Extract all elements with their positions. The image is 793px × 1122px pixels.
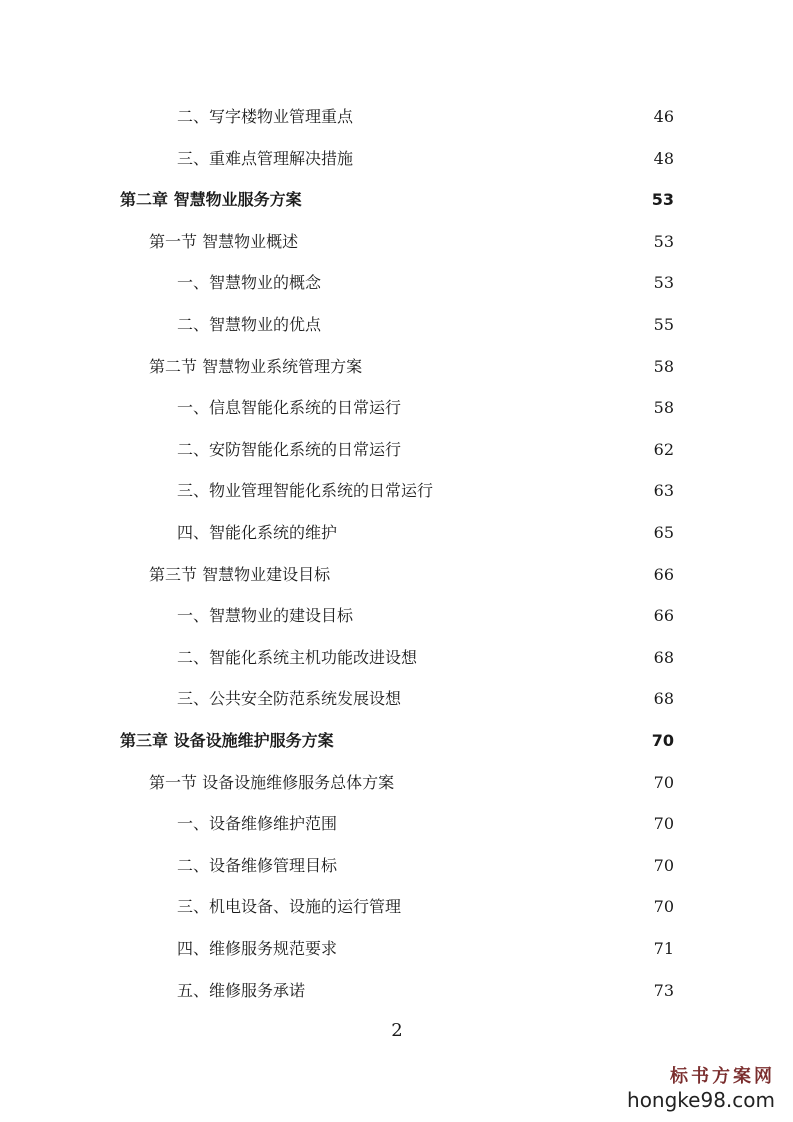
toc-entry-page-number: 68 [653, 647, 674, 667]
toc-entry-title: 四、智能化系统的维护 [177, 523, 338, 542]
toc-dot-leader [302, 227, 646, 257]
toc-entry-page-number: 70 [651, 731, 674, 750]
toc-entry-title: 一、智慧物业的建设目标 [177, 606, 354, 626]
toc-entry-page-number: 63 [653, 481, 674, 501]
toc-entry-item [177, 393, 674, 423]
toc-entry-item [177, 518, 674, 548]
toc-entry-title: 四、维修服务规范要求 [177, 939, 338, 958]
toc-entry-title: 第一节 智慧物业概述 [149, 231, 299, 251]
toc-dot-leader [334, 560, 646, 590]
toc-dot-leader [405, 684, 646, 714]
toc-entry-item [177, 476, 674, 506]
toc-entry-item [177, 310, 674, 340]
toc-entry-chapter [120, 726, 674, 756]
toc-entry-title: 三、重难点管理解决措施 [177, 148, 354, 168]
toc-entry-item [177, 851, 674, 881]
toc-entry-title: 三、公共安全防范系统发展设想 [177, 689, 402, 709]
toc-entry-title: 第二章 智慧物业服务方案 [120, 190, 302, 210]
toc-dot-leader [357, 102, 646, 132]
toc-entry-chapter [120, 185, 674, 215]
toc-dot-leader [341, 809, 646, 839]
toc-entry-title: 五、维修服务承诺 [177, 980, 306, 1000]
site-watermark [627, 1066, 775, 1112]
toc-dot-leader [357, 601, 646, 631]
toc-entry-page-number: 66 [653, 606, 674, 626]
toc-dot-leader [309, 976, 646, 1006]
toc-entry-title: 第三节 智慧物业建设目标 [149, 564, 331, 584]
toc-entry-title: 第一节 设备设施维修服务总体方案 [149, 772, 395, 792]
toc-dot-leader [338, 726, 644, 756]
toc-dot-leader [341, 934, 646, 964]
toc-entry-title: 二、智能化系统主机功能改进设想 [177, 647, 418, 667]
toc-dot-leader [341, 518, 646, 548]
toc-entry-page-number: 66 [653, 564, 674, 584]
toc-entry-page-number: 46 [653, 107, 674, 126]
toc-entry-title: 三、物业管理智能化系统的日常运行 [177, 481, 434, 501]
toc-entry-title: 第二节 智慧物业系统管理方案 [149, 356, 363, 376]
toc-entry-title: 一、智慧物业的概念 [177, 273, 322, 293]
toc-dot-leader [357, 144, 646, 174]
toc-entry-page-number: 70 [653, 897, 674, 917]
toc-entry-title: 二、智慧物业的优点 [177, 315, 322, 334]
toc-entry-section [149, 352, 674, 382]
toc-entry-page-number: 71 [653, 939, 674, 958]
toc-entry-page-number: 70 [653, 772, 674, 792]
toc-entry-title: 二、写字楼物业管理重点 [177, 107, 354, 126]
toc-dot-leader [437, 476, 646, 506]
toc-entry-section [149, 560, 674, 590]
toc-entry-title: 一、信息智能化系统的日常运行 [177, 398, 402, 418]
toc-entry-section [149, 227, 674, 257]
toc-entry-page-number: 70 [653, 814, 674, 834]
toc-dot-leader [405, 435, 646, 465]
toc-entry-title: 二、安防智能化系统的日常运行 [177, 439, 402, 459]
toc-entry-page-number: 53 [651, 190, 674, 210]
toc-dot-leader [398, 768, 646, 798]
toc-entry-title: 一、设备维修维护范围 [177, 814, 338, 834]
toc-dot-leader [421, 643, 646, 673]
toc-dot-leader [325, 268, 646, 298]
watermark-url: hongke98.com [627, 1088, 775, 1112]
toc-entry-section [149, 768, 674, 798]
toc-entry-item [177, 601, 674, 631]
toc-entry-item [177, 809, 674, 839]
toc-dot-leader [366, 352, 646, 382]
toc-entry-page-number: 62 [653, 439, 674, 459]
toc-entry-item [177, 435, 674, 465]
toc-entry-item [177, 144, 674, 174]
toc-entry-item [177, 684, 674, 714]
toc-dot-leader [306, 185, 644, 215]
toc-entry-page-number: 48 [653, 148, 674, 168]
toc-entry-item [177, 268, 674, 298]
page-number: 2 [391, 1020, 403, 1041]
toc-entry-item [177, 102, 674, 132]
toc-entry-page-number: 55 [653, 315, 674, 334]
toc-entry-title: 二、设备维修管理目标 [177, 855, 338, 875]
toc-entry-item [177, 934, 674, 964]
toc-dot-leader [405, 393, 646, 423]
toc-dot-leader [341, 851, 646, 881]
toc-entry-page-number: 70 [653, 855, 674, 875]
watermark-chinese-text: 标书方案网 [670, 1066, 775, 1087]
toc-entry-page-number: 53 [653, 231, 674, 251]
toc-entry-page-number: 58 [653, 356, 674, 376]
toc-entry-item [177, 976, 674, 1006]
toc-entry-page-number: 53 [653, 273, 674, 293]
toc-dot-leader [325, 310, 646, 340]
toc-entry-title: 第三章 设备设施维护服务方案 [120, 731, 334, 750]
toc-entry-item [177, 643, 674, 673]
toc-entry-page-number: 73 [653, 980, 674, 1000]
toc-entry-item [177, 892, 674, 922]
toc-entry-title: 三、机电设备、设施的运行管理 [177, 897, 402, 917]
toc-entry-page-number: 58 [653, 398, 674, 418]
toc-dot-leader [405, 892, 646, 922]
toc-entry-page-number: 65 [653, 523, 674, 542]
toc-entry-page-number: 68 [653, 689, 674, 709]
